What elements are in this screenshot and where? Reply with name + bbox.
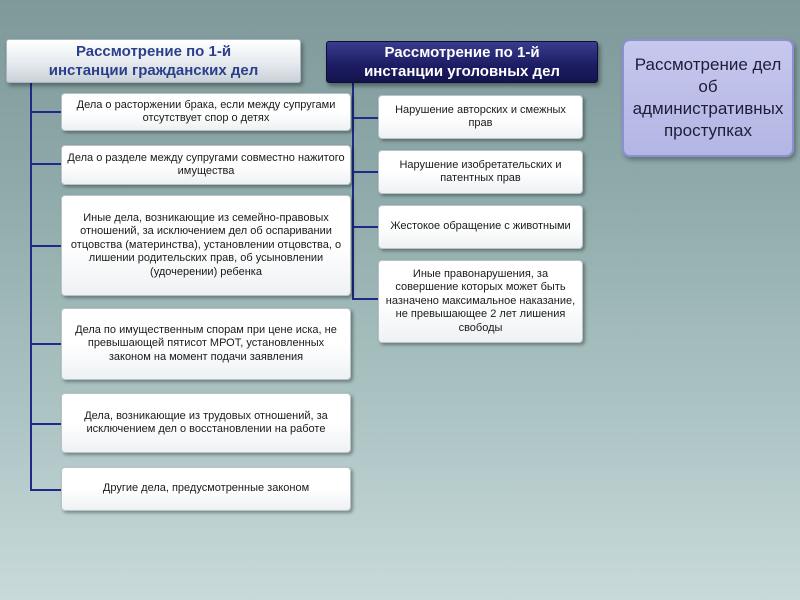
criminal-connector-branch (352, 298, 379, 300)
criminal-header-line2: инстанции уголовных дел (364, 63, 560, 80)
civil-header-line2: инстанции гражданских дел (48, 62, 259, 79)
criminal-connector-branch (352, 226, 379, 228)
civil-header-line1: Рассмотрение по 1-й (75, 43, 232, 60)
criminal-item-copyright: Нарушение авторских и смежных прав (378, 95, 583, 139)
civil-connector-branch (30, 163, 62, 165)
civil-connector-branch (30, 245, 62, 247)
civil-connector-branch (30, 111, 62, 113)
civil-item-property-division: Дела о разделе между супругами совместно нажитого имущества (61, 145, 351, 185)
civil-item-divorce: Дела о расторжении брака, если между супругами отсутствует спор о детях (61, 93, 351, 131)
civil-cases-header (6, 39, 301, 83)
criminal-item-animal-cruelty: Жестокое обращение с животными (378, 205, 583, 249)
admin-offences-header: Рассмотрение дел об административных проступках (622, 39, 794, 157)
criminal-header-line1: Рассмотрение по 1-й (384, 44, 540, 61)
civil-item-property-disputes: Дела по имущественным спорам при цене иска, не превышающей пятисот МРОТ, установленных законом на момент подачи заявления (61, 308, 351, 380)
civil-connector-branch (30, 423, 62, 425)
civil-item-other: Другие дела, предусмотренные законом (61, 467, 351, 511)
criminal-connector-branch (352, 117, 379, 119)
criminal-connector-trunk (352, 83, 354, 299)
civil-item-family-relations: Иные дела, возникающие из семейно-правовых отношений, за исключением дел об оспаривании отцовства (материнства), установлении отцовства, о лишении родительских прав, об усыновлении (удочерении) ребенка (61, 195, 351, 296)
civil-connector-branch (30, 489, 62, 491)
criminal-item-patents: Нарушение изобретательских и патентных прав (378, 150, 583, 194)
civil-connector-branch (30, 343, 62, 345)
criminal-item-other-offences: Иные правонарушения, за совершение которых может быть назначено максимальное наказание, не превышающее 2 лет лишения свободы (378, 260, 583, 343)
criminal-connector-branch (352, 171, 379, 173)
criminal-cases-header (326, 41, 598, 83)
civil-item-labor-relations: Дела, возникающие из трудовых отношений, за исключением дел о восстановлении на работе (61, 393, 351, 453)
civil-connector-trunk (30, 83, 32, 491)
